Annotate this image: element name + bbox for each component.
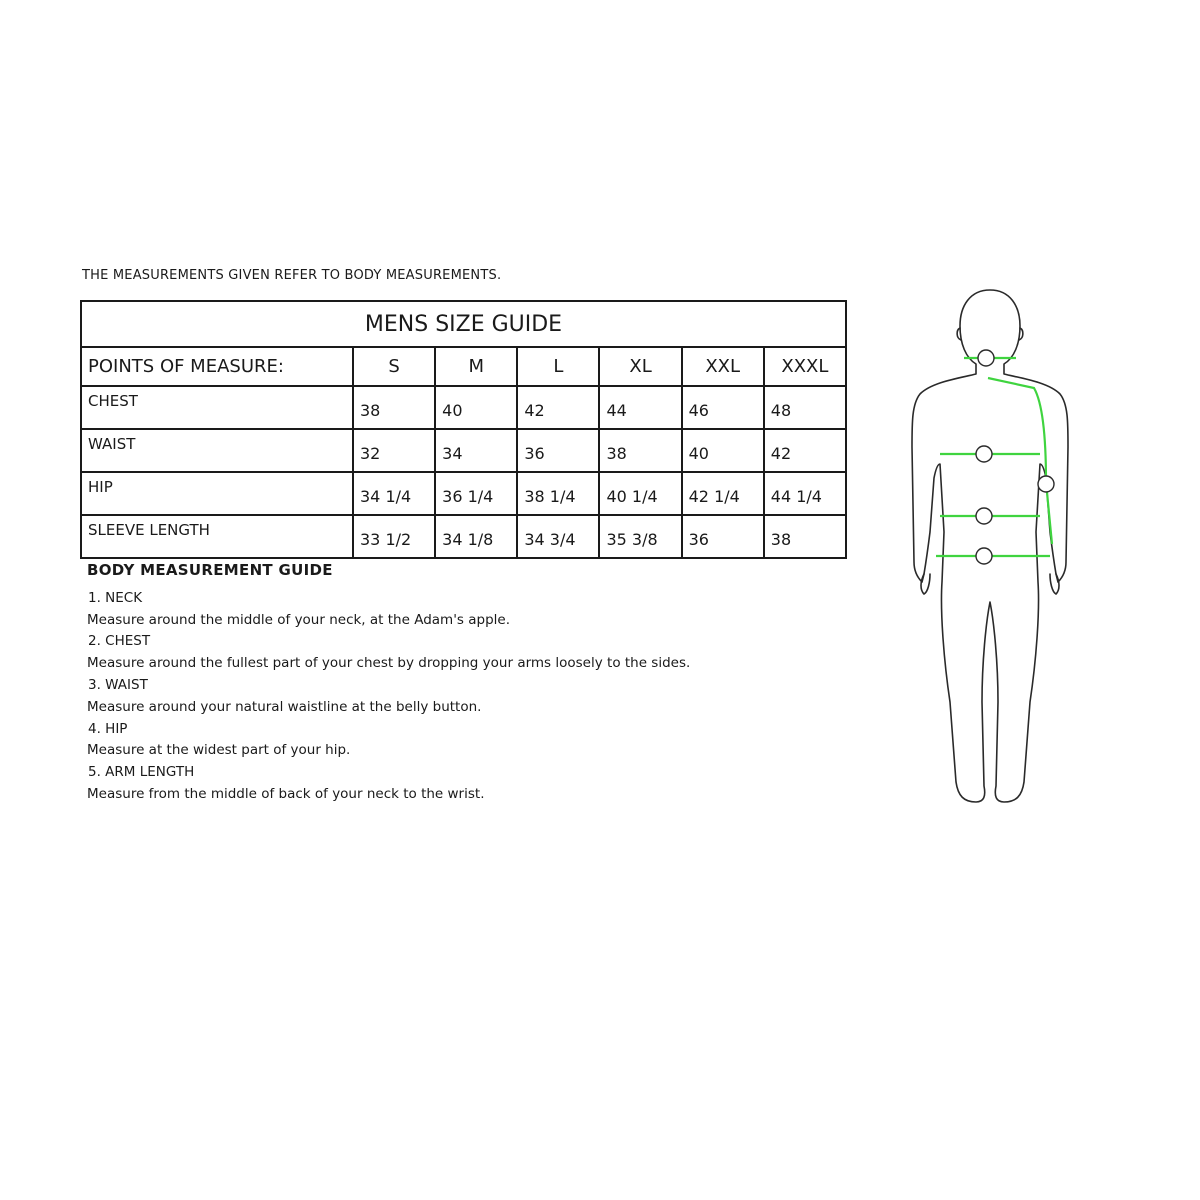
table-header-row — [81, 347, 846, 386]
size-header: XXXL — [764, 347, 846, 386]
table-cell: 34 1/4 — [353, 472, 435, 515]
table-cell: 42 1/4 — [682, 472, 764, 515]
table-cell: 34 3/4 — [517, 515, 599, 558]
measure-lines — [936, 358, 1052, 556]
table-cell: 46 — [682, 386, 764, 429]
table-cell: 40 — [435, 386, 517, 429]
guide-item-text: Measure around the fullest part of your chest by dropping your arms loosely to the sides. — [87, 655, 691, 672]
row-label: SLEEVE LENGTH — [81, 515, 353, 558]
table-title: MENS SIZE GUIDE — [81, 301, 846, 347]
table-cell: 38 1/4 — [517, 472, 599, 515]
guide-item-heading: 4. HIP — [88, 720, 128, 737]
table-cell: 38 — [764, 515, 846, 558]
size-guide-table — [80, 300, 847, 559]
size-header: L — [517, 347, 599, 386]
guide-item-heading: 5. ARM LENGTH — [88, 764, 195, 781]
table-cell: 40 — [682, 429, 764, 472]
guide-item-heading: 1. NECK — [88, 589, 143, 606]
guide-item — [87, 762, 707, 806]
table-cell: 32 — [353, 429, 435, 472]
row-label: HIP — [81, 472, 353, 515]
table-cell: 38 — [599, 429, 681, 472]
body-measurement-guide — [87, 560, 707, 806]
guide-item-text: Measure around the middle of your neck, at the Adam's apple. — [87, 611, 510, 628]
table-cell: 34 1/8 — [435, 515, 517, 558]
row-label: CHEST — [81, 386, 353, 429]
measurement-note: THE MEASUREMENTS GIVEN REFER TO BODY MEASUREMENTS. — [82, 268, 502, 283]
table-row — [81, 472, 846, 515]
guide-item-heading: 2. CHEST — [88, 633, 151, 650]
header-label: POINTS OF MEASURE: — [81, 347, 353, 386]
body-outline-icon — [900, 282, 1080, 822]
table-row — [81, 386, 846, 429]
table-cell: 38 — [353, 386, 435, 429]
measure-markers — [976, 350, 1054, 564]
table-title-row — [81, 301, 846, 347]
table-cell: 34 — [435, 429, 517, 472]
table-cell: 33 1/2 — [353, 515, 435, 558]
size-header: XL — [599, 347, 681, 386]
size-header: M — [435, 347, 517, 386]
guide-item-heading: 3. WAIST — [88, 676, 148, 693]
table-cell: 36 1/4 — [435, 472, 517, 515]
body-outline — [912, 290, 1068, 802]
table-cell: 35 3/8 — [599, 515, 681, 558]
guide-item — [87, 719, 707, 763]
table-cell: 44 1/4 — [764, 472, 846, 515]
table-row — [81, 515, 846, 558]
size-header: S — [353, 347, 435, 386]
guide-item-text: Measure around your natural waistline at the belly button. — [87, 698, 482, 715]
table-cell: 42 — [517, 386, 599, 429]
table-cell: 48 — [764, 386, 846, 429]
guide-title: BODY MEASUREMENT GUIDE — [87, 561, 333, 579]
table-cell: 36 — [517, 429, 599, 472]
table-cell: 42 — [764, 429, 846, 472]
guide-item-text: Measure from the middle of back of your neck to the wrist. — [87, 785, 485, 802]
row-label: WAIST — [81, 429, 353, 472]
table-cell: 40 1/4 — [599, 472, 681, 515]
table-cell: 44 — [599, 386, 681, 429]
guide-item-text: Measure at the widest part of your hip. — [87, 742, 351, 759]
size-header: XXL — [682, 347, 764, 386]
table-row — [81, 429, 846, 472]
guide-item — [87, 588, 707, 632]
guide-item — [87, 631, 707, 675]
guide-item — [87, 675, 707, 719]
table-cell: 36 — [682, 515, 764, 558]
